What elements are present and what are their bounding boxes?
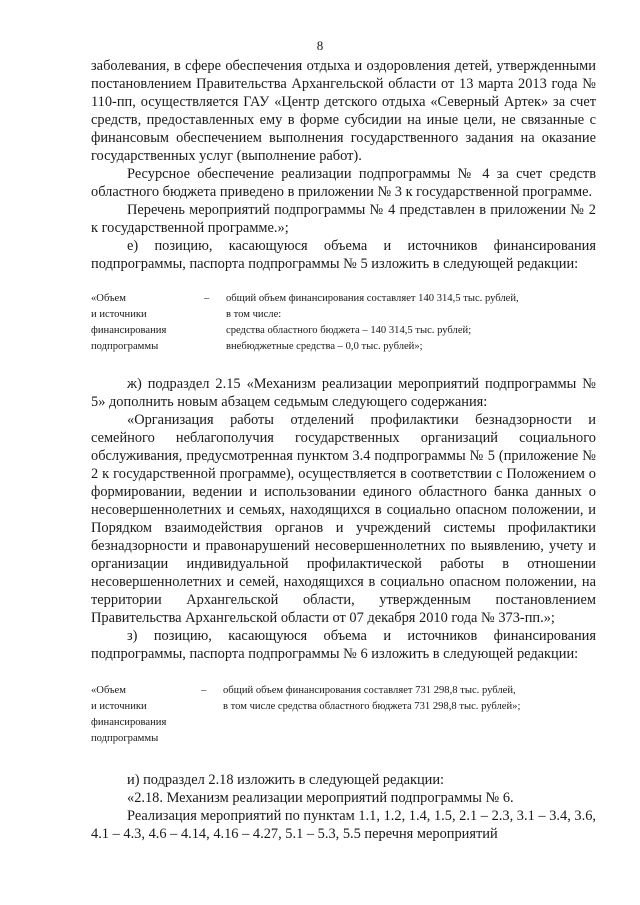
financing-value-line: общий объем финансирования составляет 731 298,8 тыс. рублей, [223,685,516,696]
paragraph-item-zh: ж) подраздел 2.15 «Механизм реализации мероприятий подпрограммы № 5» дополнить новым абзацем седьмым следующего содержания: [91,376,596,410]
financing-value-line: общий объем финансирования составляет 140 314,5 тыс. рублей, [226,293,519,304]
financing-label-cell [91,683,201,747]
page-number: 8 [316,38,324,53]
financing-value-cell [226,291,519,355]
paragraph-item-z: з) позицию, касающуюся объема и источников финансирования подпрограммы, паспорта подпрограммы № 6 изложить в следующей редакции: [91,628,596,662]
financing-dash: – [201,685,207,696]
financing-value-cell [223,683,520,747]
document-body [91,57,596,843]
financing-label-line: подпрограммы [91,341,159,352]
financing-label-line: финансирования [91,325,167,336]
financing-label-line: подпрограммы [91,733,159,744]
financing-label-line: «Объем [91,293,126,304]
paragraph-item-e: е) позицию, касающуюся объема и источников финансирования подпрограммы, паспорта подпрограммы № 5 изложить в следующей редакции: [91,238,596,272]
financing-label-line: «Объем [91,685,126,696]
financing-label-cell [91,291,204,355]
paragraph-implementation: Реализация мероприятий по пунктам 1.1, 1.2, 1.4, 1.5, 2.1 – 2.3, 3.1 – 3.4, 3.6, 4.1 – 4.3, 4.6 – 4.14, 4.16 – 4.27, 5.1 – 5.3, 5.5 перечня мероприятий [91,808,596,842]
financing-table-subprogram-5 [91,291,519,355]
financing-value-line: в том числе: [226,309,282,320]
financing-label-line: финансирования [91,717,167,728]
paragraph-continuation: заболевания, в сфере обеспечения отдыха и оздоровления детей, утвержденными постановлением Правительства Архангельской области от 13 марта 2013 года № 110-пп, осуществляется ГАУ «Центр детского отдыха «Северный Артек» за счет средств, предоставленных ему в форме субсидии на иные цели, не связанные с финансовым обеспечением выполнения государственного задания на оказание государственных услуг (выполнение работ). [91,58,596,164]
section-heading-2-18: «2.18. Механизм реализации мероприятий подпрограммы № 6. [127,790,514,806]
paragraph-item-i: и) подраздел 2.18 изложить в следующей редакции: [127,772,445,788]
financing-label-line: и источники [91,701,147,712]
paragraph-new-clause: «Организация работы отделений профилактики безнадзорности и семейного неблагополучия государственных организаций социального обслуживания, предусмотренная пунктом 3.4 подпрограммы № 5 (приложение № 2 к государственной программе), осуществляется в соответствии с Положением о формировании, ведении и использовании единого областного банка данных о несовершеннолетних и семьях, находящихся в социально опасном положении, и Порядком взаимодействия органов и учреждений системы профилактики безнадзорности и правонарушений несовершеннолетних по выявлению, учету и организации индивидуальной профилактической работы в отношении несовершеннолетних и семей, находящихся в социально опасном положении, на территории Архангельской области, утвержденным постановлением Правительства Архангельской области от 07 декабря 2010 года № 373-пп.»; [91,412,596,626]
financing-dash: – [204,293,210,304]
financing-value-line: в том числе средства областного бюджета 731 298,8 тыс. рублей»; [223,701,521,712]
financing-value-line: внебюджетные средства – 0,0 тыс. рублей»; [226,341,423,352]
financing-table-subprogram-6 [91,683,520,747]
financing-label-line: и источники [91,309,147,320]
financing-value-line: средства областного бюджета – 140 314,5 тыс. рублей; [226,325,472,336]
paragraph-activities-list: Перечень мероприятий подпрограммы № 4 представлен в приложении № 2 к государственной программе.»; [91,202,596,236]
paragraph-resources: Ресурсное обеспечение реализации подпрограммы № 4 за счет средств областного бюджета приведено в приложении № 3 к государственной программе. [91,166,596,200]
